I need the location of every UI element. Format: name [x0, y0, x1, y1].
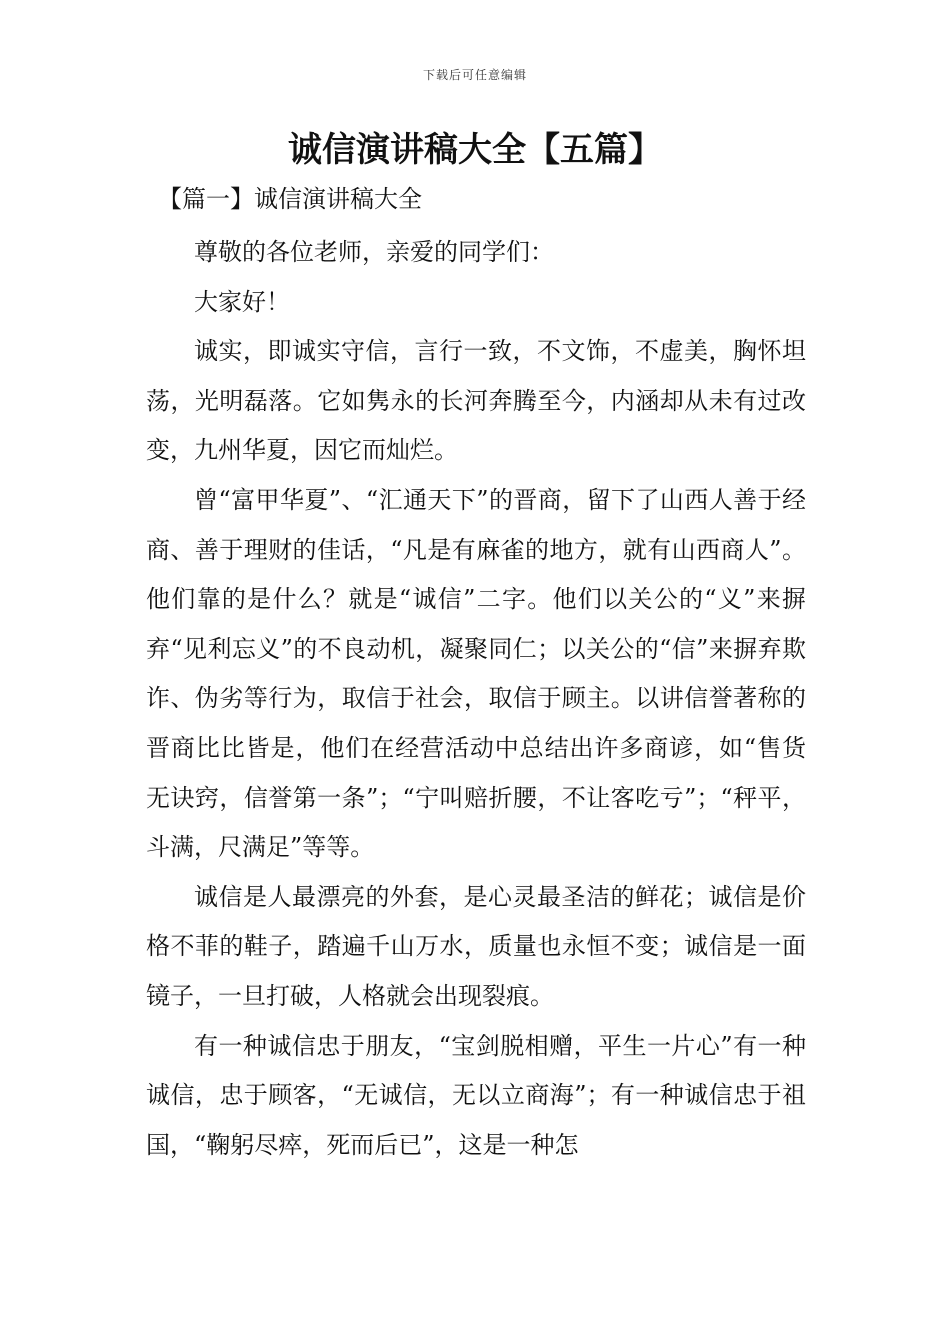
body-paragraph: 诚实，即诚实守信，言行一致，不文饰，不虚美，胸怀坦荡，光明磊落。它如隽永的长河奔腾至今，内涵却从未有过改变，九州华夏，因它而灿烂。	[146, 337, 806, 465]
document-title: 诚信演讲稿大全【五篇】	[288, 130, 662, 170]
body-text	[146, 228, 806, 1170]
greeting-paragraph: 大家好！	[194, 287, 290, 316]
body-paragraph: 诚信是人最漂亮的外套，是心灵最圣洁的鲜花；诚信是价格不菲的鞋子，踏遍千山万水，质量也永恒不变；诚信是一面镜子，一旦打破，人格就会出现裂痕。	[146, 882, 806, 1010]
body-paragraph: 曾“富甲华夏”、“汇通天下”的晋商，留下了山西人善于经商、善于理财的佳话，“凡是有麻雀的地方，就有山西商人”。他们靠的是什么？就是“诚信”二字。他们以关公的“义”来摒弃“见利忘义”的不良动机，凝聚同仁；以关公的“信”来摒弃欺诈、伪劣等行为，取信于社会，取信于顾主。以讲信誉著称的晋商比比皆是，他们在经营活动中总结出许多商谚，如“售货无诀窍，信誉第一条”；“宁叫赔折腰，不让客吃亏”；“秤平，斗满，尺满足”等等。	[146, 485, 806, 862]
header-note: 下载后可任意编辑	[422, 68, 527, 82]
body-paragraph: 有一种诚信忠于朋友，“宝剑脱相赠，平生一片心”有一种诚信，忠于顾客，“无诚信，无以立商海”；有一种诚信忠于祖国，“鞠躬尽瘁，死而后已”，这是一种怎	[146, 1031, 806, 1159]
section-heading: 【篇一】诚信演讲稿大全	[158, 185, 422, 213]
salutation-paragraph: 尊敬的各位老师，亲爱的同学们：	[194, 238, 554, 266]
